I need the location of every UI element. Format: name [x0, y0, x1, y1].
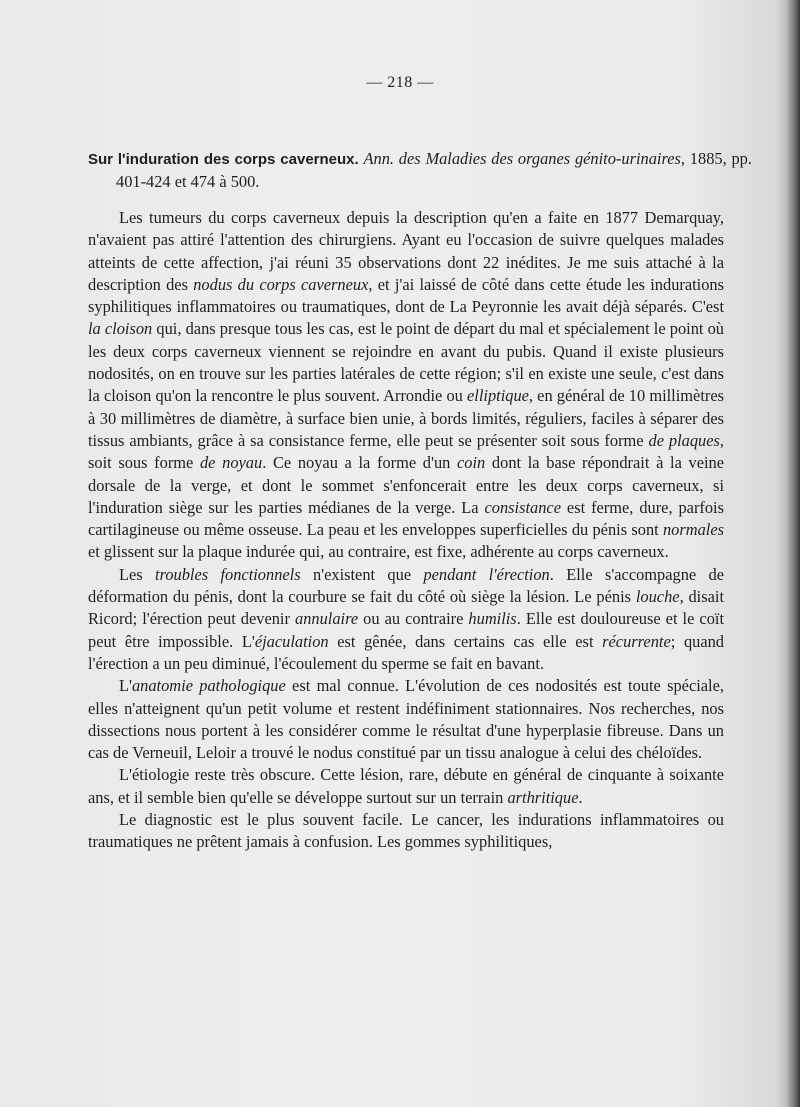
article-body — [88, 207, 724, 854]
text-run: . Elle s'accompagne de déformation du pénis, dont la courbure se fait du côté où siège la lésion. Le pénis — [88, 564, 725, 607]
text-run: . — [578, 787, 583, 807]
page-edge-shadow — [786, 0, 800, 1107]
italic-term: pendant l'érection — [423, 564, 550, 584]
text-run: dont la base répondrait à la veine dorsale de la verge, et dont le sommet s'enfoncerait entre les deux corps caverneux, si l'induration siège sur les parties médianes de la verge. La — [88, 453, 725, 517]
italic-term: de noyau — [199, 453, 263, 473]
reference-title: Sur l'induration des corps caverneux. — [88, 151, 359, 168]
text-run: est ferme, dure, parfois cartilagineuse ou même osseuse. La peau et les enveloppes superficielles du pénis sont — [88, 497, 724, 540]
italic-term: consistance — [484, 497, 561, 517]
italic-term: louche — [635, 587, 680, 607]
text-run: et glissent sur la plaque indurée qui, au contraire, est fixe, adhérente au corps caverneux. — [88, 542, 669, 562]
text-run: L' — [119, 676, 132, 696]
page-number: — 218 — — [366, 74, 434, 91]
reference-details: 1885, pp. 401-424 et 474 à 500. — [116, 149, 752, 192]
text-run: est gênée, dans certains cas elle est — [328, 631, 603, 651]
paragraph — [88, 564, 724, 675]
italic-term: récurrente — [602, 631, 671, 651]
text-run: Les — [119, 564, 156, 584]
text-run: ou au contraire — [358, 609, 469, 629]
italic-term: humilis — [468, 609, 517, 629]
text-run: qui, dans presque tous les cas, est le point de départ du mal et spécialement le point où les deux corps caverneux viennent se rejoindre en avant du pubis. Quand il existe plusieurs nodosités, on en trouve sur les parties latérales de cette région; s'il en existe une seule, c'est dans la cloison qu'on la rencontre le plus souvent. Arrondie ou — [88, 319, 724, 406]
italic-term: nodus du corps caverneux — [193, 274, 369, 294]
italic-term: troubles fonctionnels — [155, 564, 301, 584]
italic-term: coin — [457, 453, 486, 473]
paragraph — [88, 764, 724, 809]
text-run: . Elle est douloureuse et le coït peut être impossible. L' — [88, 609, 725, 651]
text-run: , en général de 10 millimètres à 30 millimètres de diamètre, à surface bien unie, à bords limités, réguliers, faciles à séparer des tissus ambiants, grâce à sa consistance ferme, elle peut se présenter soit sous forme — [88, 386, 724, 450]
text-run: , disait Ricord; l'érection peut devenir — [88, 587, 724, 629]
reference-journal: Ann. des Maladies des organes génito-urinaires, — [363, 149, 685, 168]
text-run: Le diagnostic est le plus souvent facile. Le cancer, les indurations inflammatoires ou traumatiques ne prêtent jamais à confusion. Les gommes syphilitiques, — [88, 810, 724, 852]
italic-term: annulaire — [295, 609, 359, 629]
text-run: Les tumeurs du corps caverneux depuis la description qu'en a faite en 1877 Demarquay, n'avaient pas attiré l'attention des chirurgiens. Ayant eu l'occasion de suivre quelques malades atteints de cette affection, j'ai réuni 35 observations dont 22 inédites. Je me suis attaché à la description des — [88, 208, 724, 294]
italic-term: normales — [662, 520, 724, 540]
text-run: . Ce noyau a la forme d'un — [262, 453, 458, 473]
italic-term: elliptique — [467, 386, 529, 406]
text-run: n'existent que — [300, 564, 424, 584]
italic-term: la cloison — [88, 319, 153, 339]
italic-term: éjaculation — [254, 631, 329, 651]
italic-term: de plaques — [648, 430, 720, 450]
italic-term: anatomie pathologique — [131, 676, 286, 696]
text-run: ; quand l'érection a un peu diminué, l'écoulement du sperme se fait en bavant. — [88, 631, 724, 673]
text-run: L'étiologie reste très obscure. Cette lésion, rare, débute en général de cinquante à soixante ans, et il semble bien qu'elle se développe surtout sur un terrain — [88, 765, 724, 807]
text-run: est mal connue. L'évolution de ces nodosités est toute spéciale, elles n'atteignent qu'un petit volume et restent indéfiniment stationnaires. Nos recherches, nos dissections nous portent à les considérer comme le résultat d'une hyperplasie fibreuse. Dans un cas de Verneuil, Leloir a trouvé le nodus constitué par un tissu analogue à celui des chéloïdes. — [88, 676, 724, 763]
reference-heading — [88, 148, 752, 194]
italic-term: arthritique — [507, 787, 579, 807]
paragraph — [88, 207, 724, 564]
paragraph — [88, 809, 724, 854]
text-run: , et j'ai laissé de côté dans cette étude les indurations syphilitiques inflammatoires ou traumatiques, dont de La Peyronnie les avait déjà séparés. C'est — [88, 274, 724, 317]
paragraph — [88, 675, 724, 764]
text-run: , soit sous forme — [88, 430, 724, 473]
